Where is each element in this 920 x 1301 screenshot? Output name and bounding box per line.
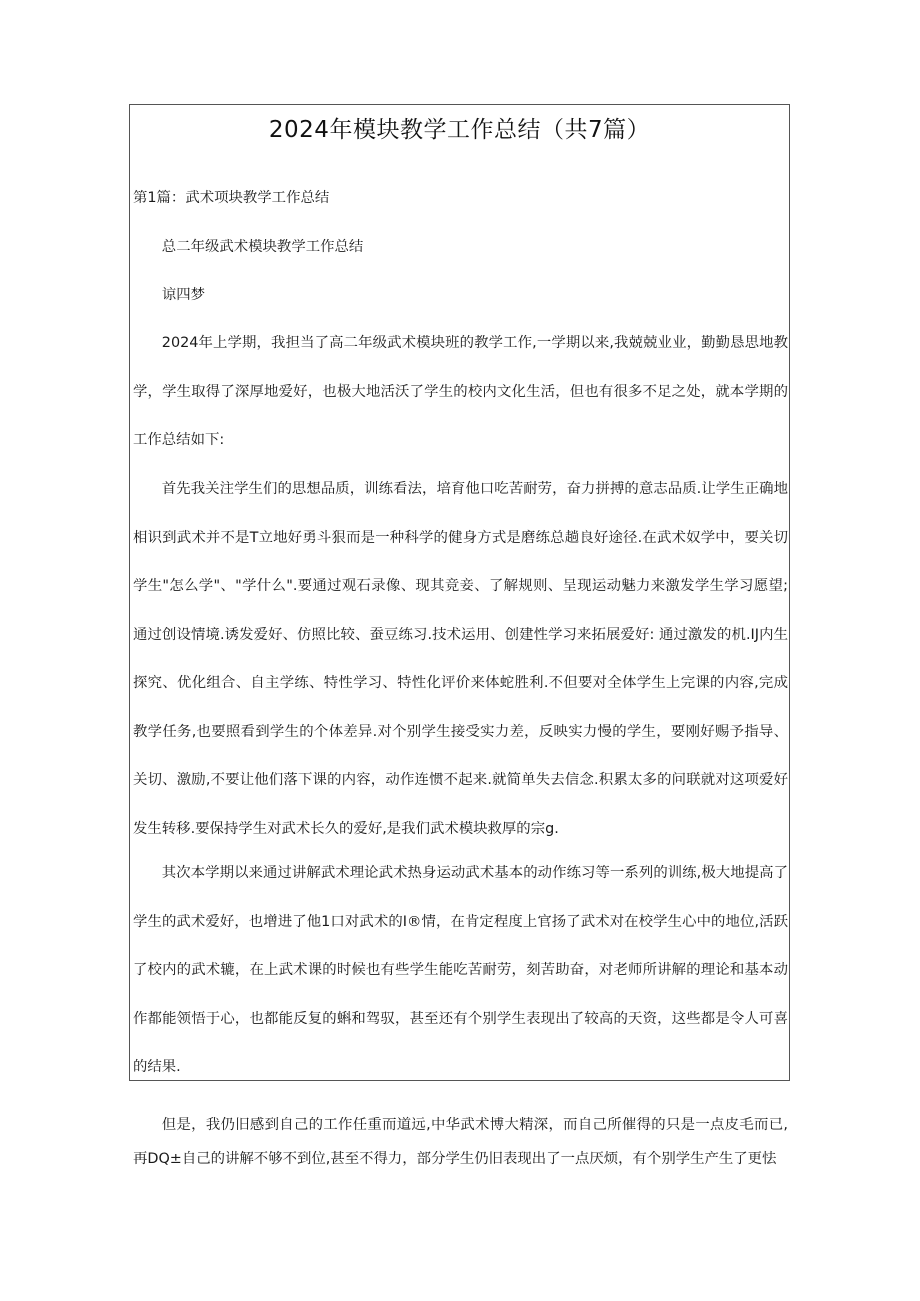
paragraph-continuation: 但是，我仍旧感到自己的工作任重而道远,中华武术博大精深，而自己所催得的只是一点皮毛而已,再DQ±自己的讲解不够不到位,甚至不得力，部分学生仍旧表现出了一点厌烦，有个别学生产生了更怯	[133, 1117, 788, 1167]
document-title: 2024年模块教学工作总结（共7篇）	[268, 117, 651, 143]
author-line: 谅四梦	[161, 287, 205, 303]
paragraph-2: 首先我关注学生们的思想品质，训练看法，培育他口吃苦耐劳，奋力拼搏的意志品质.让学生正确地相识到武术并不是T立地好勇斗狠而是一种科学的健身方式是磨练总趟良好途径.在武术奴学中，要关切学生"怎么学"、"学什么".要通过观石录像、现其竞妾、了解规则、呈现运动魅力来激发学生学习愿望; 通过创设情境.诱发爱好、仿照比较、蚕豆练习.技术运用、创建性学习来拓展爱好: 通过激发的机.IJ内生探究、优化组合、自主学练、特性学习、特性化评价来体蛇胜利.不但要对全体学生上完课的内容,完成教学任务,也要照看到学生的个体差异.对个别学生接受实力差，反映实力慢的学生，要刚好赐予指导、关切、激励,不要让他们落下课的内容，动作连惯不起来.就简单失去信念.积累太多的问联就对这项爱好发生转移.要保持学生对武术长久的爱好,是我们武术模块救厚的宗g.	[133, 481, 788, 837]
paragraph-3: 其次本学期以来通过讲解武术理论武术热身运动武术基本的动作练习等一系列的训练,极大地提高了学生的武术爱好，也增进了他1口对武术的I®情，在肯定程度上官扬了武术对在校学生心中的地位,活跃了校内的武术辘，在上武术课的时候也有些学生能吃苦耐劳，刻苦助奋，对老师所讲解的理论和基本动作都能领悟于心，也都能反复的蝌和驾驭，甚至还有个别学生表现出了较高的天资，这些都是令人可喜的结果.	[133, 865, 788, 1075]
section-heading: 第1篇：武术项块教学工作总结	[133, 190, 330, 206]
subtitle: 总二年级武术模块教学工作总结	[161, 239, 364, 255]
paragraph-1: 2024年上学期，我担当了高二年级武术模块班的教学工作,一学期以来,我兢兢业业，勤勤恳思地教学，学生取得了深厚地爱好，也极大地活沃了学生的校内文化生活，但也有很多不足之处，就本学期的工作总结如下:	[133, 335, 788, 448]
